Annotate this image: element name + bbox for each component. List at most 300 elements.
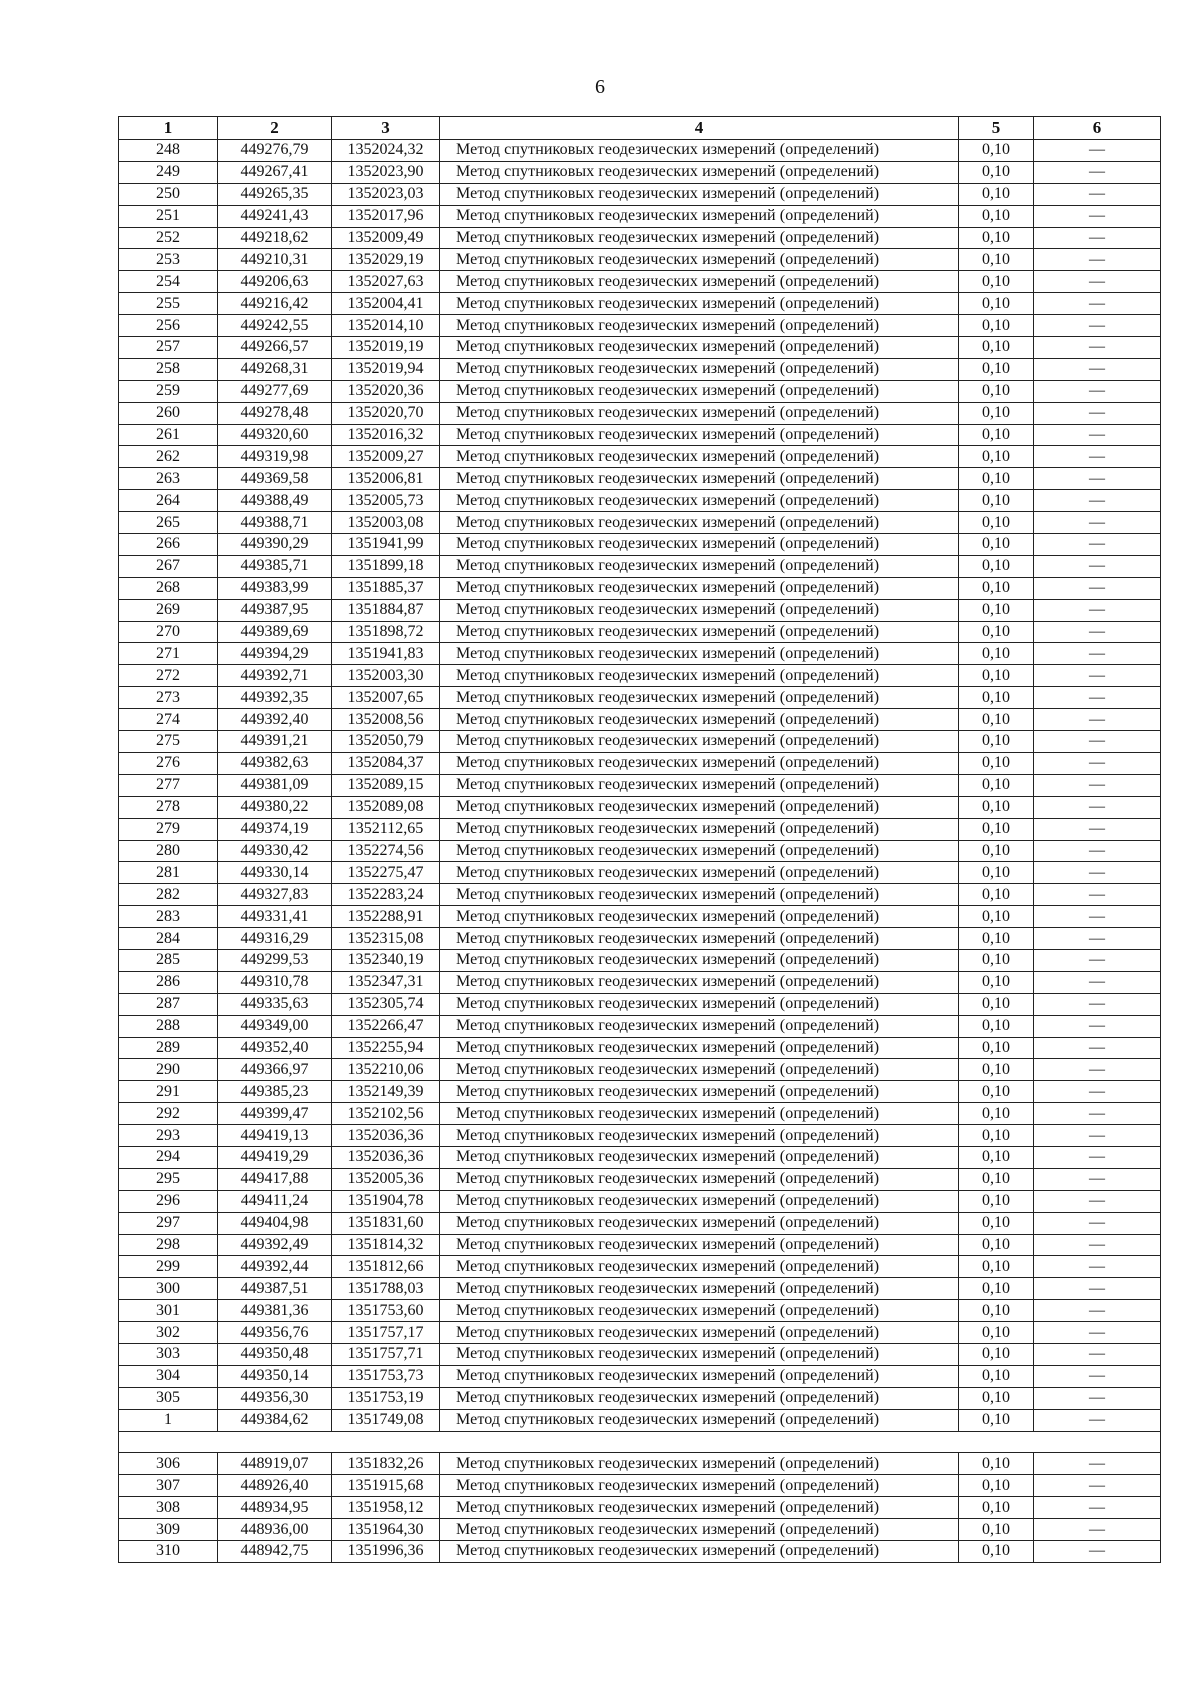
coordinates-table xyxy=(118,116,1161,1563)
coordinate-y: 1351753,19 xyxy=(332,1387,440,1409)
method-cell: Метод спутниковых геодезических измерений (определений) xyxy=(440,468,959,490)
method-cell: Метод спутниковых геодезических измерений (определений) xyxy=(440,665,959,687)
point-number: 280 xyxy=(119,840,218,862)
method-cell: Метод спутниковых геодезических измерений (определений) xyxy=(440,358,959,380)
point-number: 294 xyxy=(119,1146,218,1168)
coordinate-x: 449381,36 xyxy=(218,1300,332,1322)
coordinate-x: 449350,48 xyxy=(218,1343,332,1365)
method-cell: Метод спутниковых геодезических измерений (определений) xyxy=(440,1212,959,1234)
table-row xyxy=(119,993,1161,1015)
coordinate-y: 1352029,19 xyxy=(332,249,440,271)
coordinate-y: 1351757,17 xyxy=(332,1322,440,1344)
coordinate-x: 448936,00 xyxy=(218,1519,332,1541)
coordinate-y: 1351898,72 xyxy=(332,621,440,643)
table-row xyxy=(119,731,1161,753)
coordinate-x: 449399,47 xyxy=(218,1103,332,1125)
accuracy-cell: 0,10 xyxy=(959,1059,1034,1081)
accuracy-cell: 0,10 xyxy=(959,752,1034,774)
dash-cell: — xyxy=(1034,337,1161,359)
point-number: 252 xyxy=(119,227,218,249)
coordinate-y: 1352112,65 xyxy=(332,818,440,840)
point-number: 251 xyxy=(119,205,218,227)
coordinate-x: 449385,23 xyxy=(218,1081,332,1103)
accuracy-cell: 0,10 xyxy=(959,599,1034,621)
method-cell: Метод спутниковых геодезических измерений (определений) xyxy=(440,227,959,249)
dash-cell: — xyxy=(1034,490,1161,512)
method-cell: Метод спутниковых геодезических измерений (определений) xyxy=(440,796,959,818)
dash-cell: — xyxy=(1034,140,1161,162)
accuracy-cell: 0,10 xyxy=(959,862,1034,884)
coordinate-y: 1351788,03 xyxy=(332,1278,440,1300)
accuracy-cell: 0,10 xyxy=(959,1037,1034,1059)
header-col-1: 1 xyxy=(119,117,218,140)
table-row xyxy=(119,1015,1161,1037)
coordinate-x: 448942,75 xyxy=(218,1541,332,1563)
header-col-4: 4 xyxy=(440,117,959,140)
coordinate-x: 449388,71 xyxy=(218,512,332,534)
method-cell: Метод спутниковых геодезических измерений (определений) xyxy=(440,1278,959,1300)
coordinate-x: 449384,62 xyxy=(218,1409,332,1431)
coordinate-y: 1352050,79 xyxy=(332,731,440,753)
table-row xyxy=(119,424,1161,446)
point-number: 259 xyxy=(119,380,218,402)
dash-cell: — xyxy=(1034,643,1161,665)
point-number: 308 xyxy=(119,1497,218,1519)
method-cell: Метод спутниковых геодезических измерений (определений) xyxy=(440,140,959,162)
accuracy-cell: 0,10 xyxy=(959,906,1034,928)
accuracy-cell: 0,10 xyxy=(959,1453,1034,1475)
point-number: 282 xyxy=(119,884,218,906)
coordinate-x: 449350,14 xyxy=(218,1365,332,1387)
dash-cell: — xyxy=(1034,971,1161,993)
method-cell: Метод спутниковых геодезических измерений (определений) xyxy=(440,293,959,315)
dash-cell: — xyxy=(1034,928,1161,950)
method-cell: Метод спутниковых геодезических измерений (определений) xyxy=(440,1365,959,1387)
header-col-3: 3 xyxy=(332,117,440,140)
accuracy-cell: 0,10 xyxy=(959,621,1034,643)
coordinate-y: 1352036,36 xyxy=(332,1125,440,1147)
coordinate-x: 449392,71 xyxy=(218,665,332,687)
table-row xyxy=(119,534,1161,556)
point-number: 255 xyxy=(119,293,218,315)
dash-cell: — xyxy=(1034,599,1161,621)
coordinate-x: 449417,88 xyxy=(218,1168,332,1190)
method-cell: Метод спутниковых геодезических измерений (определений) xyxy=(440,161,959,183)
coordinate-x: 449216,42 xyxy=(218,293,332,315)
coordinate-x: 449356,30 xyxy=(218,1387,332,1409)
point-number: 288 xyxy=(119,1015,218,1037)
point-number: 248 xyxy=(119,140,218,162)
method-cell: Метод спутниковых геодезических измерений (определений) xyxy=(440,1497,959,1519)
table-row xyxy=(119,227,1161,249)
coordinate-y: 1352288,91 xyxy=(332,906,440,928)
dash-cell: — xyxy=(1034,1015,1161,1037)
table-row xyxy=(119,818,1161,840)
coordinate-x: 449316,29 xyxy=(218,928,332,950)
coordinate-x: 449331,41 xyxy=(218,906,332,928)
coordinate-y: 1352023,03 xyxy=(332,183,440,205)
coordinate-x: 449392,44 xyxy=(218,1256,332,1278)
coordinate-x: 449366,97 xyxy=(218,1059,332,1081)
method-cell: Метод спутниковых геодезических измерений (определений) xyxy=(440,1059,959,1081)
coordinate-y: 1352266,47 xyxy=(332,1015,440,1037)
table-row xyxy=(119,1453,1161,1475)
coordinate-x: 449267,41 xyxy=(218,161,332,183)
coordinate-y: 1351753,60 xyxy=(332,1300,440,1322)
coordinate-x: 449388,49 xyxy=(218,490,332,512)
coordinate-y: 1352305,74 xyxy=(332,993,440,1015)
coordinate-y: 1351884,87 xyxy=(332,599,440,621)
coordinate-x: 449310,78 xyxy=(218,971,332,993)
method-cell: Метод спутниковых геодезических измерений (определений) xyxy=(440,906,959,928)
method-cell: Метод спутниковых геодезических измерений (определений) xyxy=(440,380,959,402)
section-separator-cell xyxy=(119,1431,1161,1453)
method-cell: Метод спутниковых геодезических измерений (определений) xyxy=(440,621,959,643)
coordinate-x: 449327,83 xyxy=(218,884,332,906)
method-cell: Метод спутниковых геодезических измерений (определений) xyxy=(440,577,959,599)
method-cell: Метод спутниковых геодезических измерений (определений) xyxy=(440,1343,959,1365)
dash-cell: — xyxy=(1034,1541,1161,1563)
point-number: 272 xyxy=(119,665,218,687)
dash-cell: — xyxy=(1034,271,1161,293)
coordinate-y: 1352009,49 xyxy=(332,227,440,249)
accuracy-cell: 0,10 xyxy=(959,665,1034,687)
accuracy-cell: 0,10 xyxy=(959,971,1034,993)
point-number: 250 xyxy=(119,183,218,205)
coordinate-x: 449369,58 xyxy=(218,468,332,490)
point-number: 261 xyxy=(119,424,218,446)
table-row xyxy=(119,337,1161,359)
coordinate-y: 1351915,68 xyxy=(332,1475,440,1497)
table-row xyxy=(119,140,1161,162)
dash-cell: — xyxy=(1034,818,1161,840)
dash-cell: — xyxy=(1034,1278,1161,1300)
accuracy-cell: 0,10 xyxy=(959,1103,1034,1125)
coordinate-x: 449349,00 xyxy=(218,1015,332,1037)
table-row xyxy=(119,358,1161,380)
point-number: 258 xyxy=(119,358,218,380)
point-number: 295 xyxy=(119,1168,218,1190)
method-cell: Метод спутниковых геодезических измерений (определений) xyxy=(440,1168,959,1190)
point-number: 274 xyxy=(119,709,218,731)
accuracy-cell: 0,10 xyxy=(959,577,1034,599)
table-row xyxy=(119,928,1161,950)
dash-cell: — xyxy=(1034,1103,1161,1125)
accuracy-cell: 0,10 xyxy=(959,774,1034,796)
method-cell: Метод спутниковых геодезических измерений (определений) xyxy=(440,643,959,665)
point-number: 249 xyxy=(119,161,218,183)
table-row xyxy=(119,665,1161,687)
dash-cell: — xyxy=(1034,1146,1161,1168)
point-number: 302 xyxy=(119,1322,218,1344)
point-number: 301 xyxy=(119,1300,218,1322)
dash-cell: — xyxy=(1034,1453,1161,1475)
accuracy-cell: 0,10 xyxy=(959,1365,1034,1387)
table-row xyxy=(119,555,1161,577)
table-row xyxy=(119,1125,1161,1147)
accuracy-cell: 0,10 xyxy=(959,928,1034,950)
accuracy-cell: 0,10 xyxy=(959,183,1034,205)
method-cell: Метод спутниковых геодезических измерений (определений) xyxy=(440,928,959,950)
coordinate-y: 1351964,30 xyxy=(332,1519,440,1541)
coordinate-x: 449380,22 xyxy=(218,796,332,818)
coordinate-x: 449389,69 xyxy=(218,621,332,643)
dash-cell: — xyxy=(1034,906,1161,928)
table-row xyxy=(119,884,1161,906)
accuracy-cell: 0,10 xyxy=(959,1125,1034,1147)
point-number: 306 xyxy=(119,1453,218,1475)
coordinate-x: 449299,53 xyxy=(218,949,332,971)
table-row xyxy=(119,402,1161,424)
accuracy-cell: 0,10 xyxy=(959,271,1034,293)
coordinate-y: 1352009,27 xyxy=(332,446,440,468)
accuracy-cell: 0,10 xyxy=(959,424,1034,446)
method-cell: Метод спутниковых геодезических измерений (определений) xyxy=(440,1234,959,1256)
dash-cell: — xyxy=(1034,1519,1161,1541)
header-col-5: 5 xyxy=(959,117,1034,140)
coordinate-y: 1352020,36 xyxy=(332,380,440,402)
dash-cell: — xyxy=(1034,512,1161,534)
method-cell: Метод спутниковых геодезических измерений (определений) xyxy=(440,1409,959,1431)
method-cell: Метод спутниковых геодезических измерений (определений) xyxy=(440,731,959,753)
coordinate-x: 449335,63 xyxy=(218,993,332,1015)
point-number: 260 xyxy=(119,402,218,424)
point-number: 254 xyxy=(119,271,218,293)
table-row xyxy=(119,1168,1161,1190)
accuracy-cell: 0,10 xyxy=(959,1256,1034,1278)
coordinate-x: 449392,40 xyxy=(218,709,332,731)
accuracy-cell: 0,10 xyxy=(959,380,1034,402)
accuracy-cell: 0,10 xyxy=(959,490,1034,512)
accuracy-cell: 0,10 xyxy=(959,1409,1034,1431)
accuracy-cell: 0,10 xyxy=(959,818,1034,840)
dash-cell: — xyxy=(1034,468,1161,490)
dash-cell: — xyxy=(1034,227,1161,249)
method-cell: Метод спутниковых геодезических измерений (определений) xyxy=(440,1453,959,1475)
coordinate-x: 449276,79 xyxy=(218,140,332,162)
coordinate-y: 1352006,81 xyxy=(332,468,440,490)
coordinate-x: 449392,35 xyxy=(218,687,332,709)
method-cell: Метод спутниковых геодезических измерений (определений) xyxy=(440,1103,959,1125)
point-number: 309 xyxy=(119,1519,218,1541)
coordinate-y: 1351899,18 xyxy=(332,555,440,577)
accuracy-cell: 0,10 xyxy=(959,315,1034,337)
coordinate-y: 1351757,71 xyxy=(332,1343,440,1365)
table-header-row xyxy=(119,117,1161,140)
dash-cell: — xyxy=(1034,577,1161,599)
table-row xyxy=(119,512,1161,534)
accuracy-cell: 0,10 xyxy=(959,161,1034,183)
point-number: 283 xyxy=(119,906,218,928)
coordinate-x: 449330,42 xyxy=(218,840,332,862)
coordinate-y: 1352340,19 xyxy=(332,949,440,971)
method-cell: Метод спутниковых геодезических измерений (определений) xyxy=(440,424,959,446)
header-col-2: 2 xyxy=(218,117,332,140)
table-row xyxy=(119,1497,1161,1519)
dash-cell: — xyxy=(1034,1322,1161,1344)
method-cell: Метод спутниковых геодезических измерений (определений) xyxy=(440,271,959,293)
dash-cell: — xyxy=(1034,183,1161,205)
method-cell: Метод спутниковых геодезических измерений (определений) xyxy=(440,1541,959,1563)
accuracy-cell: 0,10 xyxy=(959,1475,1034,1497)
accuracy-cell: 0,10 xyxy=(959,1343,1034,1365)
coordinate-y: 1351832,26 xyxy=(332,1453,440,1475)
coordinate-y: 1352014,10 xyxy=(332,315,440,337)
accuracy-cell: 0,10 xyxy=(959,1541,1034,1563)
accuracy-cell: 0,10 xyxy=(959,446,1034,468)
table-row xyxy=(119,687,1161,709)
accuracy-cell: 0,10 xyxy=(959,1146,1034,1168)
table-row xyxy=(119,949,1161,971)
accuracy-cell: 0,10 xyxy=(959,337,1034,359)
table-row xyxy=(119,1059,1161,1081)
coordinate-y: 1351958,12 xyxy=(332,1497,440,1519)
coordinate-y: 1351814,32 xyxy=(332,1234,440,1256)
accuracy-cell: 0,10 xyxy=(959,687,1034,709)
coordinate-y: 1352275,47 xyxy=(332,862,440,884)
coordinate-x: 448919,07 xyxy=(218,1453,332,1475)
section-separator-row xyxy=(119,1431,1161,1453)
accuracy-cell: 0,10 xyxy=(959,402,1034,424)
table-row xyxy=(119,1387,1161,1409)
dash-cell: — xyxy=(1034,249,1161,271)
table-row xyxy=(119,599,1161,621)
table-row xyxy=(119,796,1161,818)
point-number: 297 xyxy=(119,1212,218,1234)
dash-cell: — xyxy=(1034,1125,1161,1147)
point-number: 266 xyxy=(119,534,218,556)
coordinate-x: 449210,31 xyxy=(218,249,332,271)
point-number: 290 xyxy=(119,1059,218,1081)
method-cell: Метод спутниковых геодезических измерений (определений) xyxy=(440,402,959,424)
method-cell: Метод спутниковых геодезических измерений (определений) xyxy=(440,555,959,577)
dash-cell: — xyxy=(1034,293,1161,315)
dash-cell: — xyxy=(1034,993,1161,1015)
coordinate-y: 1352016,32 xyxy=(332,424,440,446)
coordinate-y: 1351749,08 xyxy=(332,1409,440,1431)
table-row xyxy=(119,1475,1161,1497)
coordinate-y: 1351904,78 xyxy=(332,1190,440,1212)
method-cell: Метод спутниковых геодезических измерений (определений) xyxy=(440,884,959,906)
method-cell: Метод спутниковых геодезических измерений (определений) xyxy=(440,1037,959,1059)
coordinate-y: 1352003,08 xyxy=(332,512,440,534)
accuracy-cell: 0,10 xyxy=(959,205,1034,227)
method-cell: Метод спутниковых геодезических измерений (определений) xyxy=(440,949,959,971)
coordinate-x: 449319,98 xyxy=(218,446,332,468)
coordinate-x: 449206,63 xyxy=(218,271,332,293)
coordinate-x: 449242,55 xyxy=(218,315,332,337)
table-row xyxy=(119,1365,1161,1387)
accuracy-cell: 0,10 xyxy=(959,731,1034,753)
table-row xyxy=(119,862,1161,884)
accuracy-cell: 0,10 xyxy=(959,1387,1034,1409)
dash-cell: — xyxy=(1034,665,1161,687)
dash-cell: — xyxy=(1034,796,1161,818)
point-number: 279 xyxy=(119,818,218,840)
point-number: 275 xyxy=(119,731,218,753)
method-cell: Метод спутниковых геодезических измерений (определений) xyxy=(440,337,959,359)
coordinate-y: 1352003,30 xyxy=(332,665,440,687)
point-number: 291 xyxy=(119,1081,218,1103)
coordinate-y: 1351996,36 xyxy=(332,1541,440,1563)
coordinate-y: 1352210,06 xyxy=(332,1059,440,1081)
dash-cell: — xyxy=(1034,1234,1161,1256)
table-row xyxy=(119,1541,1161,1563)
accuracy-cell: 0,10 xyxy=(959,534,1034,556)
table-row xyxy=(119,621,1161,643)
coordinate-y: 1352089,15 xyxy=(332,774,440,796)
method-cell: Метод спутниковых геодезических измерений (определений) xyxy=(440,862,959,884)
dash-cell: — xyxy=(1034,402,1161,424)
method-cell: Метод спутниковых геодезических измерений (определений) xyxy=(440,818,959,840)
point-number: 262 xyxy=(119,446,218,468)
table-row xyxy=(119,490,1161,512)
method-cell: Метод спутниковых геодезических измерений (определений) xyxy=(440,1125,959,1147)
point-number: 265 xyxy=(119,512,218,534)
coordinate-x: 449381,09 xyxy=(218,774,332,796)
dash-cell: — xyxy=(1034,1081,1161,1103)
dash-cell: — xyxy=(1034,1387,1161,1409)
coordinate-y: 1352027,63 xyxy=(332,271,440,293)
dash-cell: — xyxy=(1034,840,1161,862)
coordinate-x: 449268,31 xyxy=(218,358,332,380)
table-row xyxy=(119,293,1161,315)
coordinate-y: 1352017,96 xyxy=(332,205,440,227)
point-number: 268 xyxy=(119,577,218,599)
coordinate-y: 1352019,19 xyxy=(332,337,440,359)
dash-cell: — xyxy=(1034,731,1161,753)
table-row xyxy=(119,840,1161,862)
coordinate-y: 1352007,65 xyxy=(332,687,440,709)
accuracy-cell: 0,10 xyxy=(959,293,1034,315)
coordinate-y: 1352315,08 xyxy=(332,928,440,950)
coordinate-y: 1352008,56 xyxy=(332,709,440,731)
dash-cell: — xyxy=(1034,752,1161,774)
coordinate-y: 1351831,60 xyxy=(332,1212,440,1234)
point-number: 296 xyxy=(119,1190,218,1212)
method-cell: Метод спутниковых геодезических измерений (определений) xyxy=(440,249,959,271)
dash-cell: — xyxy=(1034,1037,1161,1059)
accuracy-cell: 0,10 xyxy=(959,1300,1034,1322)
coordinate-y: 1352020,70 xyxy=(332,402,440,424)
coordinate-y: 1352036,36 xyxy=(332,1146,440,1168)
point-number: 269 xyxy=(119,599,218,621)
coordinate-x: 449391,21 xyxy=(218,731,332,753)
method-cell: Метод спутниковых геодезических измерений (определений) xyxy=(440,490,959,512)
method-cell: Метод спутниковых геодезических измерений (определений) xyxy=(440,840,959,862)
coordinate-x: 449383,99 xyxy=(218,577,332,599)
point-number: 253 xyxy=(119,249,218,271)
accuracy-cell: 0,10 xyxy=(959,1212,1034,1234)
table-row xyxy=(119,577,1161,599)
method-cell: Метод спутниковых геодезических измерений (определений) xyxy=(440,1015,959,1037)
table-row xyxy=(119,1300,1161,1322)
method-cell: Метод спутниковых геодезических измерений (определений) xyxy=(440,1300,959,1322)
table-row xyxy=(119,205,1161,227)
coordinate-x: 448934,95 xyxy=(218,1497,332,1519)
coordinate-y: 1352102,56 xyxy=(332,1103,440,1125)
method-cell: Метод спутниковых геодезических измерений (определений) xyxy=(440,1387,959,1409)
accuracy-cell: 0,10 xyxy=(959,993,1034,1015)
accuracy-cell: 0,10 xyxy=(959,1519,1034,1541)
coordinate-x: 449356,76 xyxy=(218,1322,332,1344)
coordinate-y: 1352255,94 xyxy=(332,1037,440,1059)
accuracy-cell: 0,10 xyxy=(959,1322,1034,1344)
method-cell: Метод спутниковых геодезических измерений (определений) xyxy=(440,1475,959,1497)
method-cell: Метод спутниковых геодезических измерений (определений) xyxy=(440,512,959,534)
coordinate-y: 1351812,66 xyxy=(332,1256,440,1278)
coordinate-x: 449352,40 xyxy=(218,1037,332,1059)
